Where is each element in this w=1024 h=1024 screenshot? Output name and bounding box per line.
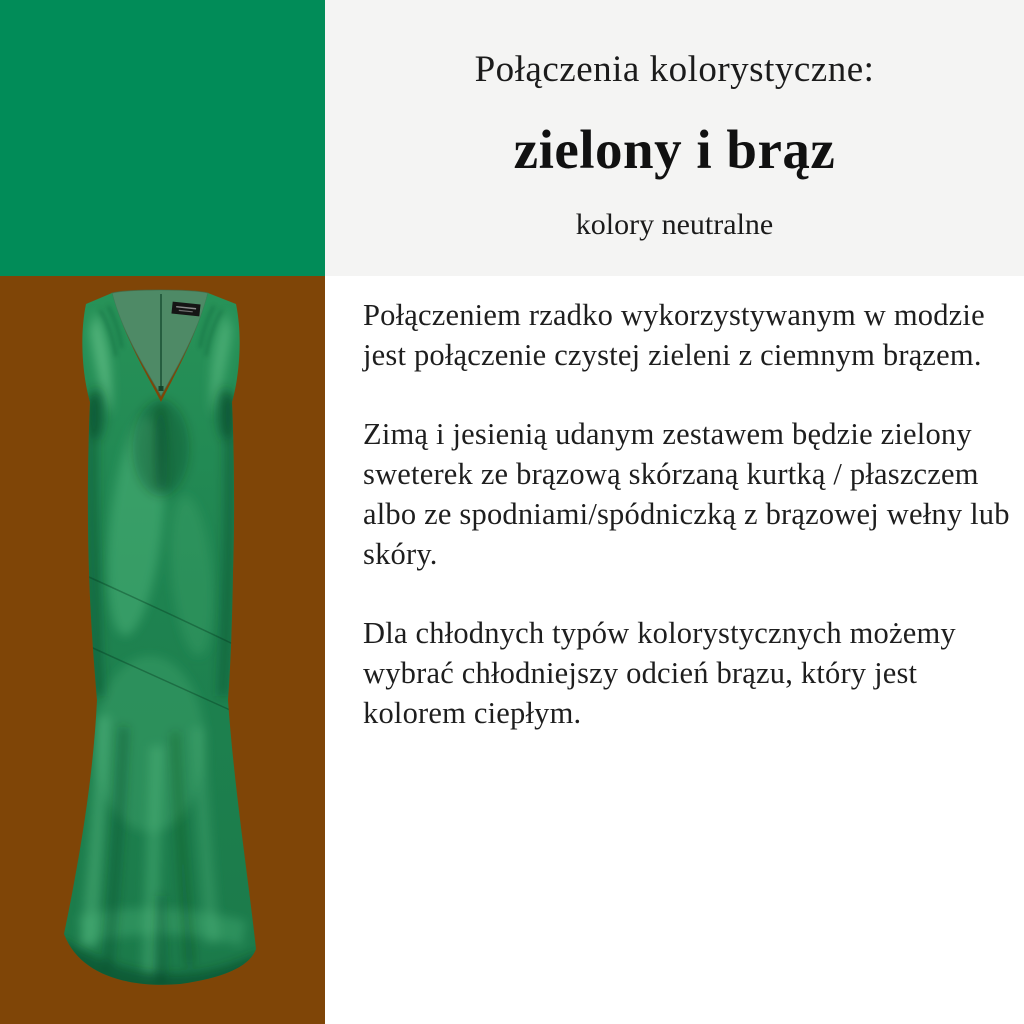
green-dress-image [0,276,325,1024]
paragraph-2: Zimą i jesienią udanym zestawem będzie zielony sweterek ze brązową skórzaną kurtką / płaszczem albo ze spodniami/spódniczką z brązowej wełny lub skóry. [363,416,1010,571]
header-subtitle: kolory neutralne [575,208,774,242]
header-kicker: Połączenia kolorystyczne: [474,49,875,90]
paragraph-3: Dla chłodnych typów kolorystycznych możemy wybrać chłodniejszy odcień brązu, który jest kolorem ciepłym. [363,615,956,730]
body-text-panel [325,276,1024,1024]
page-title: zielony i brąz [513,118,836,180]
header-panel [325,0,1024,276]
green-color-swatch [0,0,325,276]
paragraph-1: Połączeniem rzadko wykorzystywanym w modzie jest połączenie czystej zieleni z ciemnym brązem. [363,298,985,372]
